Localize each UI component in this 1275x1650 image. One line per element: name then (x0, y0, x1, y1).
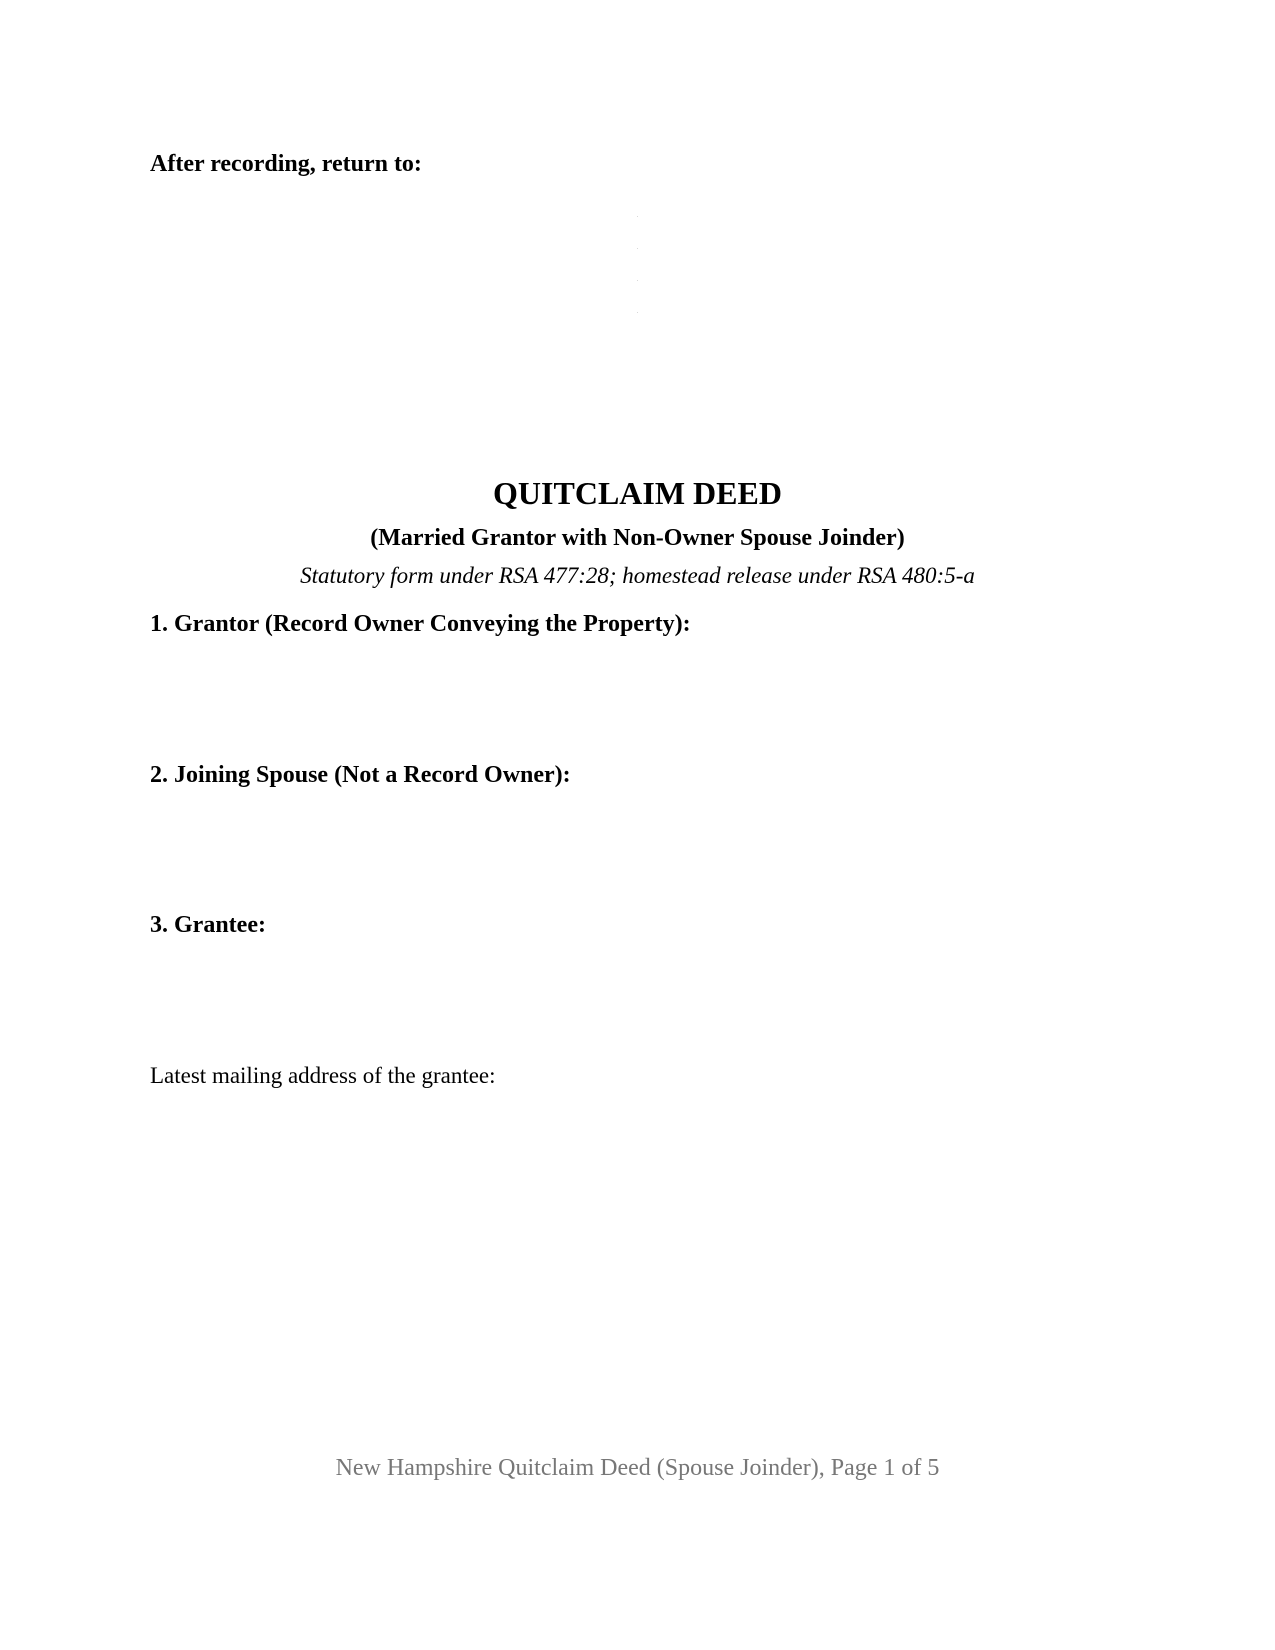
return-to-label: After recording, return to: (150, 151, 422, 177)
grantee-mailing-address-label: Latest mailing address of the grantee: (150, 1063, 496, 1088)
blank-line-marker (637, 248, 638, 249)
blank-line-marker (637, 312, 638, 313)
statutory-note: Statutory form under RSA 477:28; homestead release under RSA 480:5-a (300, 563, 975, 588)
page-footer: New Hampshire Quitclaim Deed (Spouse Joinder), Page 1 of 5 (335, 1455, 940, 1481)
blank-line-marker (637, 280, 638, 281)
document-subtitle: (Married Grantor with Non-Owner Spouse Joinder) (370, 525, 905, 551)
grantor-heading: 1. Grantor (Record Owner Conveying the Property): (150, 611, 691, 637)
grantee-heading: 3. Grantee: (150, 912, 266, 938)
joining-spouse-heading: 2. Joining Spouse (Not a Record Owner): (150, 762, 571, 788)
document-title: QUITCLAIM DEED (493, 475, 782, 511)
blank-line-marker (637, 216, 638, 217)
